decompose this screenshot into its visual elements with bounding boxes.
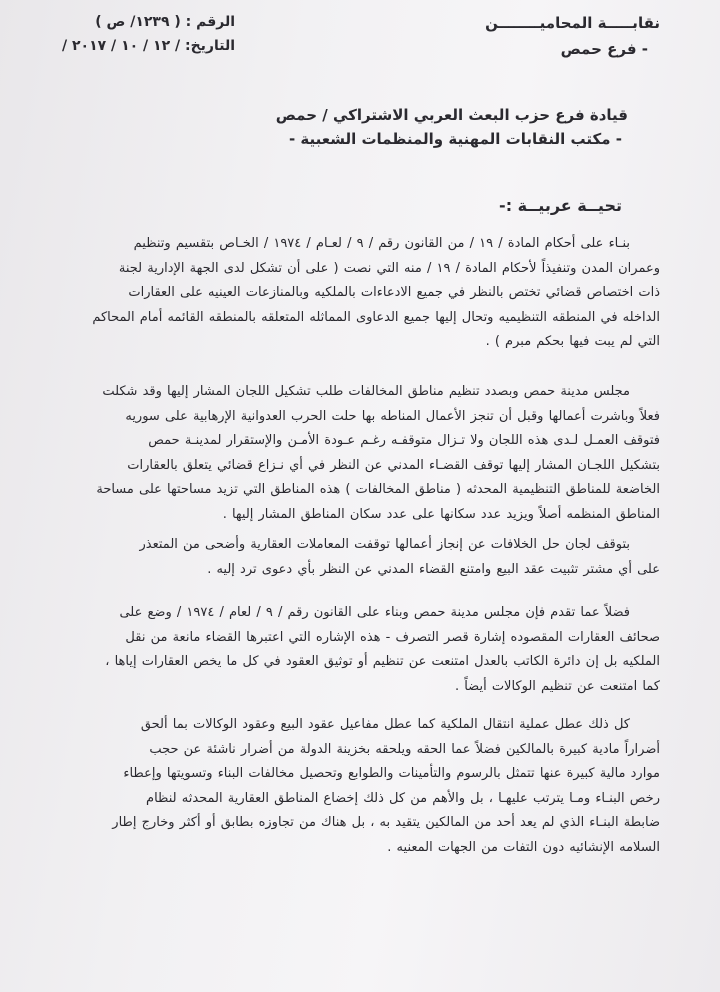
- paragraph-line: بتشكيل اللجـان المشار إليها توقف القضـاء المدني عن النظر في أي نـزاع قضائي يتعلق بالعقارات: [127, 457, 660, 473]
- addressee-line-2: - مكتب النقابات المهنية والمنظمات الشعبية -: [288, 130, 622, 148]
- greeting: تحيــة عربيــة :-: [499, 196, 622, 215]
- paragraph-line: مجلس مدينة حمص وبصدد تنظيم مناطق المخالفات طلب تشكيل اللجان المشار إليها وقد شكلت: [102, 384, 630, 399]
- paragraph-line: فعلاً وباشرت أعمالها وقبل أن تنجز الأعمال المناطه بها حلت الحرب العدوانية الإرهابية على سوريه: [125, 408, 660, 424]
- paragraph-2: [58, 380, 660, 527]
- paragraph-line: السلامه الإنشائيه دون التفات من الجهات المعنيه .: [387, 839, 660, 855]
- letterhead-organization: [485, 10, 660, 62]
- paragraph-line: بتوقف لجان حل الخلافات عن إنجاز أعمالها توقفت المعاملات العقارية وأضحى من المتعذر: [139, 537, 630, 552]
- paragraph-5: [58, 713, 660, 860]
- paragraph-line: ذات اختصاص قضائي تختص بالنظر في جميع الادعاءات بالملكيه وبالمنازعات العينيه على العقارات: [128, 285, 660, 300]
- addressee-block: [276, 103, 628, 151]
- paragraph-line: بنـاء على أحكام المادة / ١٩ / من القانون رقم / ٩ / لعـام / ١٩٧٤ / الخـاص بتقسيم وتنظيم: [133, 236, 630, 251]
- paragraph-line: الخاضعة للمناطق التنظيمية المحدثه ( مناطق المخالفات ) هذه المناطق التي تزيد مساحتها على مساحة: [96, 482, 660, 497]
- paragraph-line: الملكيه بل إن دائرة الكاتب بالعدل امتنعت عن تنظيم أو توثيق العقود في كل ما يخص العقارات إياها ،: [105, 654, 660, 669]
- paragraph-4: [58, 601, 660, 699]
- paragraph-line: المناطق المنظمه أصلاً ويزيد عدد سكانها على عدد سكان المناطق المشار إليها .: [222, 506, 660, 522]
- paragraph-line: موارد مالية كبيرة عنها تتمثل بالرسوم والتأمينات والطوابع وتحصيل مخالفات البناء وتسويتها وإعطاء: [123, 766, 660, 781]
- reference-number: الرقم : ( ١٢٣٩/ ص ): [95, 14, 236, 30]
- paragraph-line: كما امتنعت عن تنظيم الوكالات أيضاً .: [454, 678, 660, 694]
- paragraph-line: على أي مشتر تثبيت عقد البيع وامتنع القضاء المدني عن النظر بأي دعوى ترد إليه .: [207, 561, 660, 577]
- addressee-line-1: قيادة فرع حزب البعث العربي الاشتراكي / حمص: [275, 106, 628, 124]
- paragraph-1: [58, 232, 660, 355]
- paragraph-line: وعمران المدن وتنفيذاً لأحكام المادة / ١٩ / منه التي نصت ( على أن تشكل لدى الجهة الإدارية لجنة: [118, 260, 660, 276]
- org-branch: - فرع حمص: [560, 40, 648, 58]
- paragraph-line: فضلاً عما تقدم فإن مجلس مدينة حمص وبناء على القانون رقم / ٩ / لعام / ١٩٧٤ / وضع على: [119, 605, 630, 620]
- paragraph-line: صحائف العقارات المقصوده إشارة قصر التصرف - هذه الإشاره التي اعتبرها القضاء مانعة من نقل: [125, 629, 660, 645]
- paragraph-line: كل ذلك عطل عملية انتقال الملكية كما عطل مفاعيل عقود البيع وعقود الوكالات بما ألحق: [140, 717, 630, 732]
- letter-reference: [62, 10, 235, 58]
- paragraph-line: ضابطة البنـاء الذي لم يعد أحد من المالكين يتقيد به ، بل هناك من تجاوزه بطابق أو أكثر وخارج إطار: [112, 815, 660, 830]
- paragraph-line: الداخله في المنطقه التنظيميه وتحال إليها جميع الدعاوى المماثله المتعلقه بالمنطقه القائمه أمام المحاكم: [92, 309, 660, 325]
- org-name: نقابـــــة المحاميــــــــن: [485, 14, 660, 32]
- paragraph-line: رخص البنـاء ومـا يترتب عليهـا ، بل والأهم من كل ذلك إخضاع المناطق العقارية المحدثه لنظام: [146, 790, 660, 806]
- paragraph-line: أضراراً مادية كبيرة بالمالكين فضلاً عما الحقه ويلحقه بخزينة الدولة من أضرار ناشئة عن حجب: [149, 741, 660, 757]
- letter-date: التاريخ: / ١٢ / ١٠ / ٢٠١٧ /: [62, 38, 236, 54]
- paragraph-3: [58, 533, 660, 582]
- paragraph-line: فتوقف العمـل لـدى هذه اللجان ولا تـزال متوقفـه رغـم عـودة الأمـن والإستقرار لمدينـة حمص: [148, 433, 660, 448]
- paragraph-line: التي لم يبت فيها بحكم مبرم ) .: [485, 334, 660, 349]
